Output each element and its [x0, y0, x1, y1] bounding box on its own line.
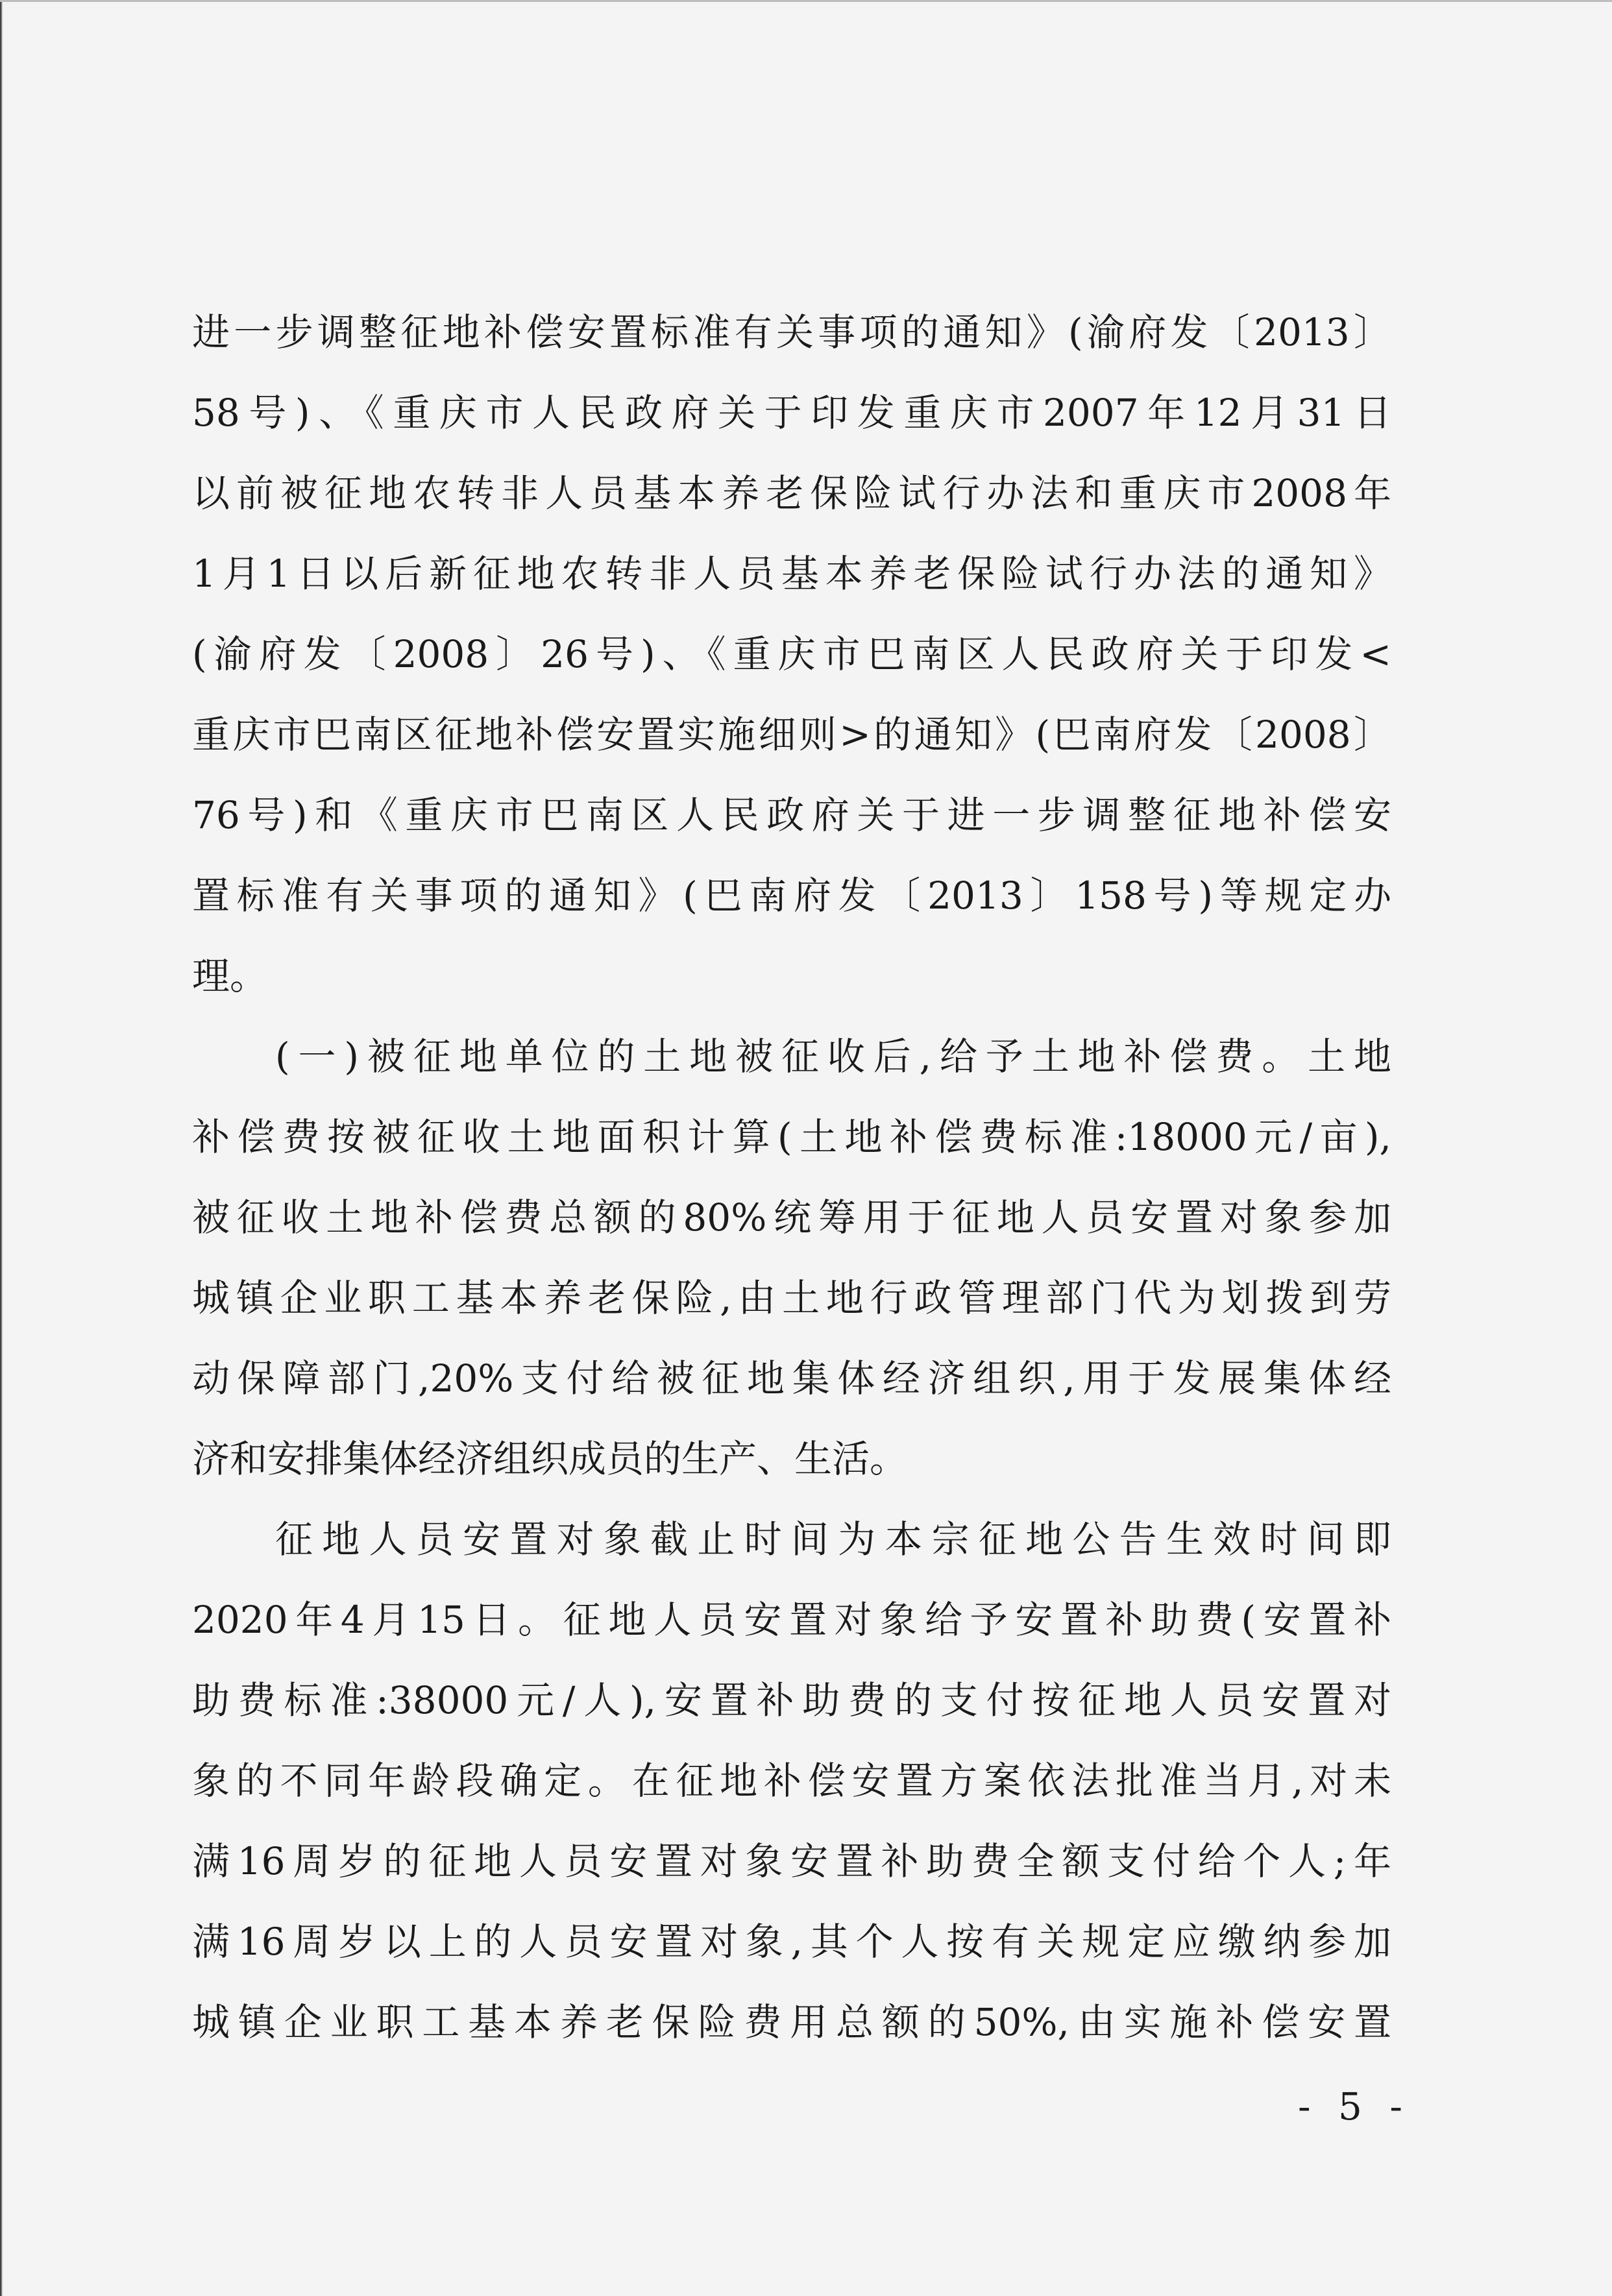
paragraph-2-line-6: 满16周岁以上的人员安置对象,其个人按有关规定应缴纳参加 [192, 1920, 1391, 1964]
paragraph-2-line-3: 助费标准:38000元/人),安置补助费的支付按征地人员安置对 [192, 1678, 1391, 1722]
paragraph-2-line-1: 征地人员安置对象截止时间为本宗征地公告生效时间即 [275, 1517, 1391, 1561]
text-line-3: 以前被征地农转非人员基本养老保险试行办法和重庆市2008年 [192, 471, 1391, 515]
text-line-6: 重庆市巴南区征地补偿安置实施细则>的通知》(巴南府发〔2008〕 [192, 713, 1391, 757]
paragraph-1-line-3: 被征收土地补偿费总额的80%统筹用于征地人员安置对象参加 [192, 1195, 1391, 1240]
paragraph-2-line-4: 象的不同年龄段确定。在征地补偿安置方案依法批准当月,对未 [192, 1759, 1391, 1803]
paragraph-1-line-1: (一)被征地单位的土地被征收后,给予土地补偿费。土地 [275, 1034, 1391, 1079]
paragraph-2-line-7: 城镇企业职工基本养老保险费用总额的50%,由实施补偿安置 [192, 2000, 1391, 2044]
page-number: - 5 - [1298, 2084, 1410, 2129]
text-line-4: 1月1日以后新征地农转非人员基本养老保险试行办法的通知》 [192, 552, 1391, 596]
paragraph-2-line-5: 满16周岁的征地人员安置对象安置补助费全额支付给个人;年 [192, 1839, 1391, 1883]
text-line-5: (渝府发〔2008〕26号)、《重庆市巴南区人民政府关于印发< [192, 632, 1391, 676]
text-line-1: 进一步调整征地补偿安置标准有关事项的通知》(渝府发〔2013〕 [192, 310, 1391, 354]
text-line-8: 置标准有关事项的通知》(巴南府发〔2013〕158号)等规定办 [192, 873, 1391, 918]
paragraph-1-line-2: 补偿费按被征收土地面积计算(土地补偿费标准:18000元/亩), [192, 1115, 1391, 1159]
text-line-2: 58号)、《重庆市人民政府关于印发重庆市2007年12月31日 [192, 391, 1391, 435]
paragraph-2-line-2: 2020年4月15日。征地人员安置对象给予安置补助费(安置补 [192, 1598, 1391, 1642]
paragraph-1-line-4: 城镇企业职工基本养老保险,由土地行政管理部门代为划拨到劳 [192, 1276, 1391, 1320]
text-line-7: 76号)和《重庆市巴南区人民政府关于进一步调整征地补偿安 [192, 793, 1391, 837]
paragraph-1-line-5: 动保障部门,20%支付给被征地集体经济组织,用于发展集体经 [192, 1356, 1391, 1400]
text-line-9: 理。 [192, 954, 268, 998]
paragraph-1-line-6: 济和安排集体经济组织成员的生产、生活。 [192, 1437, 908, 1481]
